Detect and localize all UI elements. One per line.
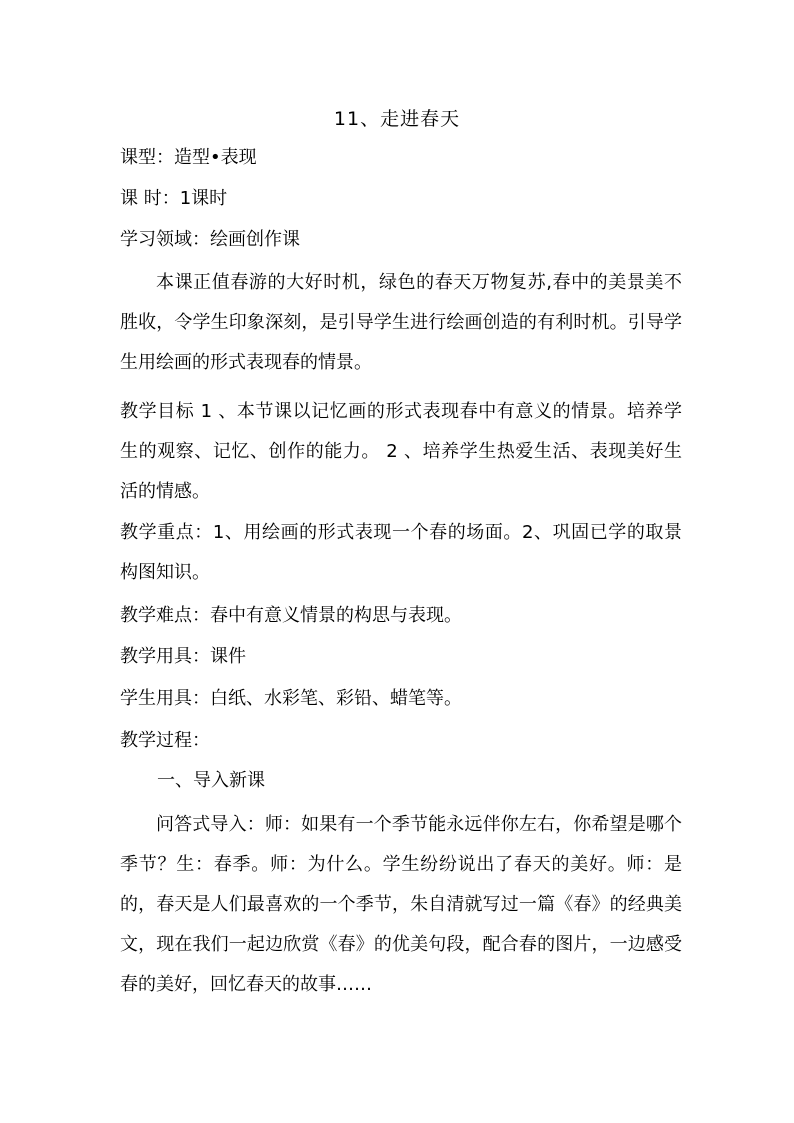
lesson-type: 课型：造型•表现 xyxy=(120,147,257,168)
teaching-key-points: 教学重点：1、用绘画的形式表现一个春的场面。2、巩固已学的取景构图知识。 xyxy=(120,522,682,583)
class-hours: 课 时：1课时 xyxy=(120,188,228,209)
learning-area: 学习领域：绘画创作课 xyxy=(120,229,300,250)
document-title: 11、走进春天 xyxy=(333,108,461,130)
teaching-process: 教学过程： xyxy=(120,730,210,751)
step-one-heading: 一、导入新课 xyxy=(157,770,265,791)
teaching-difficulty: 教学难点：春中有意义情景的构思与表现。 xyxy=(120,605,462,626)
student-tools: 学生用具：白纸、水彩笔、彩铅、蜡笔等。 xyxy=(120,688,462,709)
teacher-tools: 教学用具：课件 xyxy=(120,646,246,667)
dialogue-paragraph: 问答式导入：师：如果有一个季节能永远伴你左右，你希望是哪个季节？生：春季。师：为什么。学生纷纷说出了春天的美好。师：是的，春天是人们最喜欢的一个季节，朱自清就写过一篇《春》的经典美文，现在我们一起边欣赏《春》的优美句段，配合春的图片，一边感受春的美好，回忆春天的故事…… xyxy=(120,814,682,995)
teaching-goals: 教学目标 1 、本节课以记忆画的形式表现春中有意义的情景。培养学生的观察、记忆、创作的能力。 2 、培养学生热爱生活、表现美好生活的情感。 xyxy=(120,401,682,502)
intro-paragraph: 本课正值春游的大好时机，绿色的春天万物复苏,春中的美景美不胜收，令学生印象深刻，是引导学生进行绘画创造的有利时机。引导学生用绘画的形式表现春的情景。 xyxy=(120,272,682,373)
